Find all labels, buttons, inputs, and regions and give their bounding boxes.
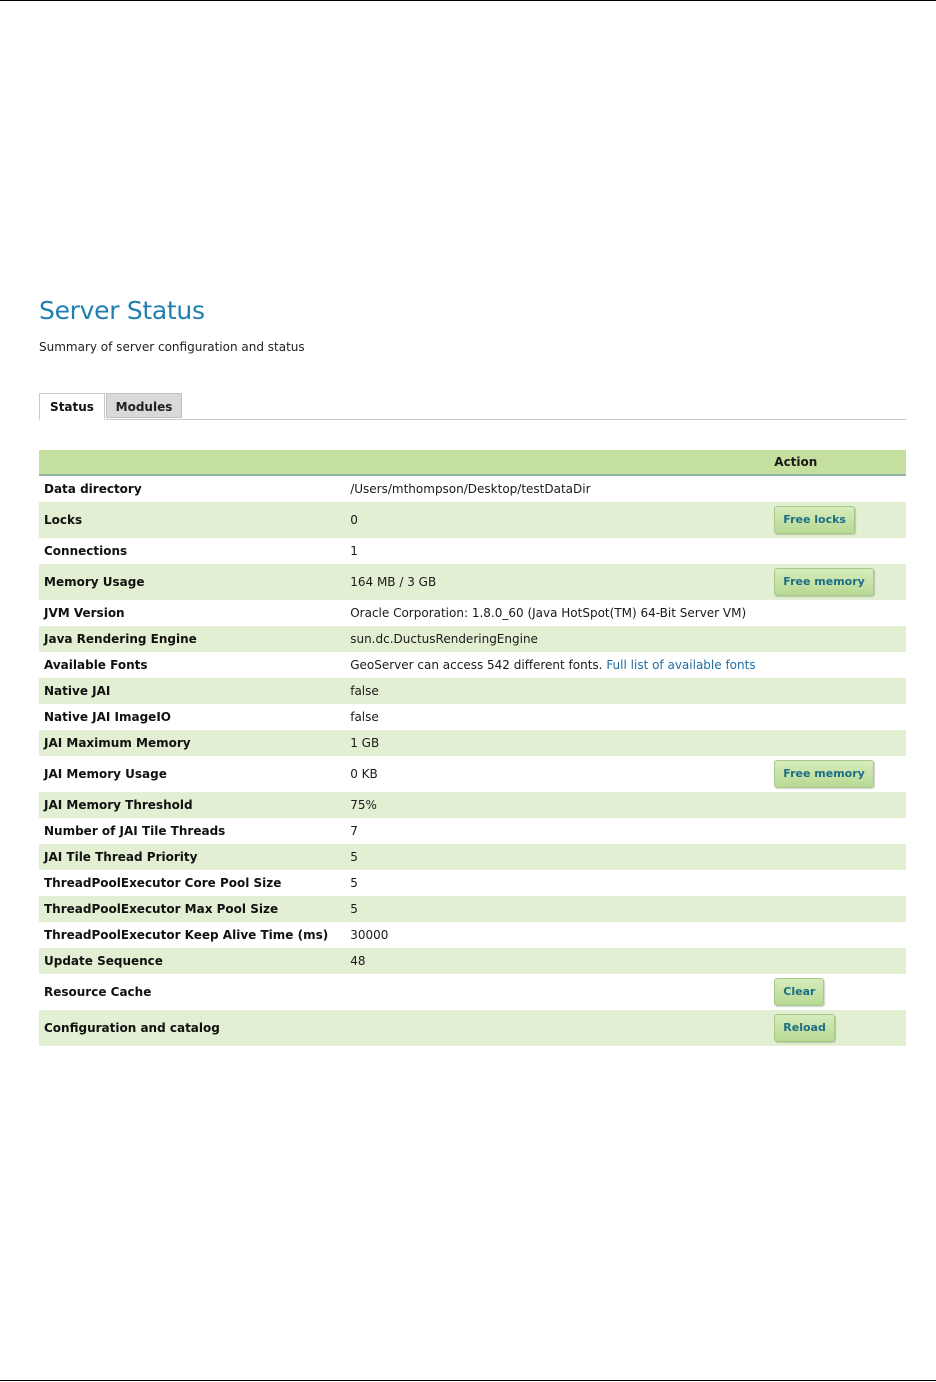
- row-native-jai: [39, 678, 906, 704]
- row-action: [769, 626, 906, 652]
- row-label: JAI Tile Thread Priority: [39, 844, 345, 870]
- clear-cache-button[interactable]: Clear: [774, 978, 824, 1006]
- row-keep-alive-time: [39, 922, 906, 948]
- row-value: sun.dc.DuctusRenderingEngine: [345, 626, 769, 652]
- table-header-row: [39, 450, 906, 475]
- row-label: Data directory: [39, 475, 345, 502]
- header-action-column: Action: [769, 450, 906, 475]
- status-table: [39, 450, 906, 1046]
- row-label: ThreadPoolExecutor Keep Alive Time (ms): [39, 922, 345, 948]
- row-value: 30000: [345, 922, 769, 948]
- row-max-pool-size: [39, 896, 906, 922]
- row-action: [769, 948, 906, 974]
- free-locks-button[interactable]: Free locks: [774, 506, 855, 534]
- row-label: JAI Memory Usage: [39, 756, 345, 792]
- row-value: 1 GB: [345, 730, 769, 756]
- row-locks: [39, 502, 906, 538]
- row-label: ThreadPoolExecutor Max Pool Size: [39, 896, 345, 922]
- row-action: [769, 1010, 906, 1046]
- row-value: 0 KB: [345, 756, 769, 792]
- header-value-column: [345, 450, 769, 475]
- row-update-sequence: [39, 948, 906, 974]
- row-value: 5: [345, 844, 769, 870]
- row-action: [769, 600, 906, 626]
- row-value: /Users/mthompson/Desktop/testDataDir: [345, 475, 769, 502]
- row-label: Available Fonts: [39, 652, 345, 678]
- page-bottom-rule: [0, 1380, 936, 1381]
- row-label: Locks: [39, 502, 345, 538]
- row-action: [769, 896, 906, 922]
- row-action: [769, 730, 906, 756]
- row-label: Resource Cache: [39, 974, 345, 1010]
- row-label: Memory Usage: [39, 564, 345, 600]
- row-jai-tile-threads: [39, 818, 906, 844]
- page-title: Server Status: [39, 296, 205, 325]
- row-memory-usage: [39, 564, 906, 600]
- row-resource-cache: [39, 974, 906, 1010]
- row-action: [769, 475, 906, 502]
- row-data-directory: [39, 475, 906, 502]
- reload-catalog-button[interactable]: Reload: [774, 1014, 835, 1042]
- row-value: false: [345, 678, 769, 704]
- row-value: 1: [345, 538, 769, 564]
- row-value: [345, 1010, 769, 1046]
- row-value: 7: [345, 818, 769, 844]
- row-label: Native JAI: [39, 678, 345, 704]
- row-label: ThreadPoolExecutor Core Pool Size: [39, 870, 345, 896]
- row-action: [769, 756, 906, 792]
- full-font-list-link[interactable]: Full list of available fonts: [606, 658, 756, 672]
- row-label: Java Rendering Engine: [39, 626, 345, 652]
- row-label: Number of JAI Tile Threads: [39, 818, 345, 844]
- row-value: 75%: [345, 792, 769, 818]
- row-value: [345, 652, 769, 678]
- row-jai-maximum-memory: [39, 730, 906, 756]
- row-action: [769, 792, 906, 818]
- page-top-rule: [0, 0, 936, 1]
- row-value: 0: [345, 502, 769, 538]
- row-action: [769, 844, 906, 870]
- row-label: JAI Maximum Memory: [39, 730, 345, 756]
- row-action: [769, 704, 906, 730]
- free-memory-button[interactable]: Free memory: [774, 568, 874, 596]
- row-action: [769, 564, 906, 600]
- header-label-column: [39, 450, 345, 475]
- row-core-pool-size: [39, 870, 906, 896]
- row-action: [769, 502, 906, 538]
- row-configuration-catalog: [39, 1010, 906, 1046]
- fonts-count-text: GeoServer can access 542 different fonts.: [350, 658, 603, 672]
- row-value: 164 MB / 3 GB: [345, 564, 769, 600]
- tab-status[interactable]: Status: [39, 393, 105, 420]
- row-value: false: [345, 704, 769, 730]
- row-value: 5: [345, 870, 769, 896]
- row-action: [769, 538, 906, 564]
- row-action: [769, 818, 906, 844]
- row-action: [769, 870, 906, 896]
- row-value: 5: [345, 896, 769, 922]
- page-subtitle: Summary of server configuration and status: [39, 340, 305, 354]
- row-label: Connections: [39, 538, 345, 564]
- row-jai-tile-thread-priority: [39, 844, 906, 870]
- row-value: Oracle Corporation: 1.8.0_60 (Java HotSpot(TM) 64-Bit Server VM): [345, 600, 769, 626]
- row-value: 48: [345, 948, 769, 974]
- row-jai-memory-threshold: [39, 792, 906, 818]
- row-action: [769, 922, 906, 948]
- tab-modules[interactable]: Modules: [106, 393, 182, 418]
- free-jai-memory-button[interactable]: Free memory: [774, 760, 874, 788]
- row-label: JAI Memory Threshold: [39, 792, 345, 818]
- row-native-jai-imageio: [39, 704, 906, 730]
- row-action: [769, 652, 906, 678]
- row-jvm-version: [39, 600, 906, 626]
- row-label: Native JAI ImageIO: [39, 704, 345, 730]
- row-connections: [39, 538, 906, 564]
- row-value: [345, 974, 769, 1010]
- tab-bar: [39, 393, 906, 420]
- row-action: [769, 678, 906, 704]
- row-label: JVM Version: [39, 600, 345, 626]
- row-action: [769, 974, 906, 1010]
- row-label: Configuration and catalog: [39, 1010, 345, 1046]
- row-jai-memory-usage: [39, 756, 906, 792]
- row-java-rendering-engine: [39, 626, 906, 652]
- row-available-fonts: [39, 652, 906, 678]
- row-label: Update Sequence: [39, 948, 345, 974]
